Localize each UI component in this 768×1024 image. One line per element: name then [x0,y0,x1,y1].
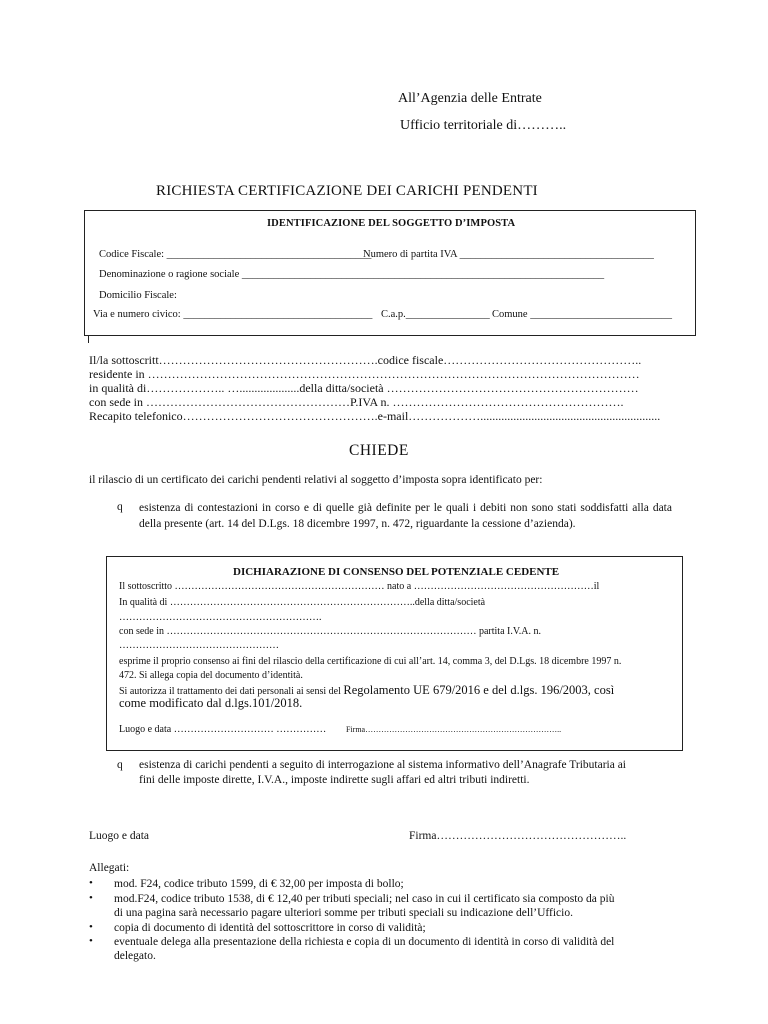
option2-text-line1: esistenza di carichi pendenti a seguito di interrogazione al sistema informativo dell’Anagrafe Tributaria ai [139,759,626,771]
attachment-item: mod.F24, codice tributo 1538, di € 12,40 per tributi speciali; nel caso in cui il certificato sia composto da più [114,893,615,905]
attachment-bullet: • [89,877,93,889]
place-date-label[interactable]: Luogo e data [89,830,150,842]
consent-role-line[interactable]: In qualità di ………………………………………………………………..della ditta/società [119,597,486,608]
signature-field[interactable]: Firma………………………………………….. [409,830,627,842]
box-tick-mark [88,336,89,343]
privacy-authorization-part2: Regolamento UE 679/2016 e del d.lgs. 196/2003, così [343,683,615,697]
chiede-heading: CHIEDE [349,442,409,459]
domicilio-fiscale-label: Domicilio Fiscale: [99,290,177,301]
consent-box-title: DICHIARAZIONE DI CONSENSO DEL POTENZIALE CEDENTE [233,566,560,578]
option1-text: esistenza di contestazioni in corso e di quelle già definite per le quali i debiti non sono stati soddisfatti alla data della presente (art. 14 del D.Lgs. 18 dicembre 1997, n. 472, riguardante la cessione d’azienda). [139,502,672,530]
attachment-bullet: • [89,892,93,904]
applicant-role-line[interactable]: in qualità di……………….. …....................della ditta/società ……………………………………………………… [89,381,639,395]
attachment-bullet: • [89,935,93,947]
taxpayer-box-title: IDENTIFICAZIONE DEL SOGGETTO D’IMPOSTA [267,218,516,229]
option1-checkbox[interactable]: q [117,501,123,513]
partita-iva-field[interactable]: Numero di partita IVA _____________________________________ [363,249,654,260]
attachments-heading: Allegati: [89,862,130,874]
consent-seat-line[interactable]: con sede in ………………………………………………………………………………… partita I.V.A. n. [119,626,542,637]
applicant-name-line[interactable]: Il/la sottoscritt……………………………………………….codice fiscale………………………………………….. [89,353,642,367]
consent-company-line[interactable]: ……………………………………………………. [119,612,322,623]
applicant-residence-line[interactable]: residente in …………………………………………………………………………………………………………… [89,367,640,381]
document-title: RICHIESTA CERTIFICAZIONE DEI CARICHI PENDENTI [156,183,538,199]
attachment-item-continued: di una pagina sarà necessario pagare ulteriori somme per tributi speciali su indicazione dell’Ufficio. [114,907,573,919]
attachment-item: mod. F24, codice tributo 1599, di € 32,00 per imposta di bollo; [114,878,404,890]
consent-statement-line2: 472. Si allega copia del documento d’identità. [119,670,303,681]
request-intro: il rilascio di un certificato dei carichi pendenti relativi al soggetto d’imposta sopra identificato per: [89,474,543,486]
attachment-bullet: • [89,921,93,933]
attachment-item: eventuale delega alla presentazione della richiesta e copia di un documento di identità in corso di validità del [114,936,615,948]
via-civico-field[interactable]: Via e numero civico: ____________________________________ [93,309,373,320]
consent-vat-line[interactable]: ………………………………………… [119,640,279,651]
consent-signature-field[interactable]: Firma……………………………………………………………….. [346,725,562,734]
privacy-authorization-line2: come modificato dal d.lgs.101/2018. [119,696,303,710]
consent-statement-line1: esprime il proprio consenso ai fini del rilascio della certificazione di cui all’art. 14, comma 3, del D.Lgs. 18 dicembre 1997 n. [119,656,622,667]
attachment-item-continued: delegato. [114,950,156,962]
option2-checkbox[interactable]: q [117,759,123,771]
denominazione-field[interactable]: Denominazione o ragione sociale _____________________________________________________________________ [99,269,605,280]
applicant-contact-line[interactable]: Recapito telefonico………………………………………….e-mail………………............................................................ [89,409,661,423]
office-line: Ufficio territoriale di……….. [400,118,567,133]
consent-signer-line[interactable]: Il sottoscritto ……………………………………………………… nato a ………………………………………………il [119,581,600,592]
option2-text-line2: fini delle imposte dirette, I.V.A., imposte indirette sugli affari ed altri tributi indiretti. [139,774,530,786]
consent-place-date-field[interactable]: Luogo e data ………………………… …………… [119,724,327,735]
applicant-seat-line[interactable]: con sede in ……………………………………………P.IVA n. …………………………………………………. [89,395,624,409]
codice-fiscale-field[interactable]: Codice Fiscale: _______________________________________ [99,249,372,260]
comune-field[interactable]: Comune ___________________________ [492,309,672,320]
cap-field[interactable]: C.a.p.________________ [381,309,490,320]
privacy-authorization-part1: Si autorizza il trattamento dei dati personali ai sensi del [119,686,344,697]
attachment-item: copia di documento di identità del sottoscrittore in corso di validità; [114,922,426,934]
recipient-line: All’Agenzia delle Entrate [398,91,542,106]
